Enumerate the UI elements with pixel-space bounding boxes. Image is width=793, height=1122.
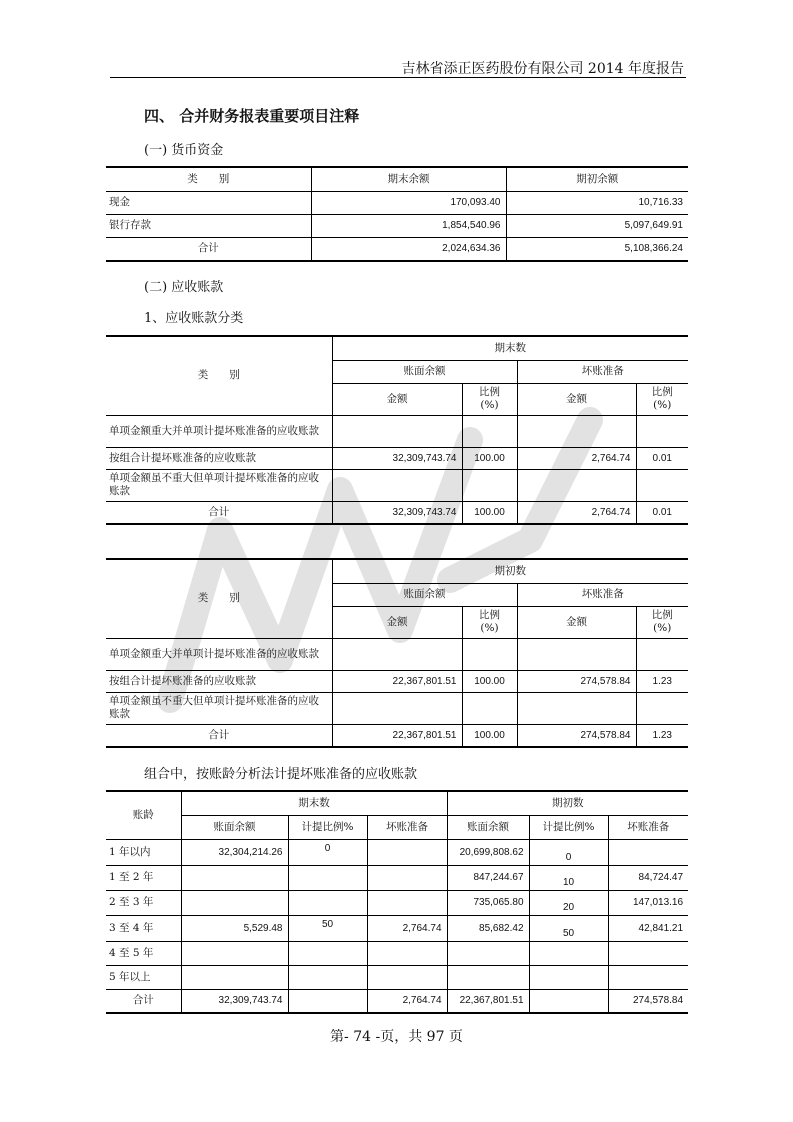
table-row <box>106 670 688 692</box>
cell-value <box>636 415 688 447</box>
cell-value: 100.00 <box>462 670 517 692</box>
cell-value: 50 <box>288 915 367 941</box>
bad-debt-header: 坏账准备 <box>517 583 688 606</box>
cell-value <box>636 638 688 670</box>
table-row <box>106 915 688 941</box>
row-label: 银行存款 <box>106 214 311 237</box>
column-header: 账面余额 <box>447 815 529 839</box>
table-row <box>106 839 688 865</box>
row-label: 单项金额重大并单项计提坏账准备的应收账款 <box>106 415 332 447</box>
cell-value: 170,093.40 <box>311 191 506 214</box>
cell-value: 22,367,801.51 <box>447 989 529 1013</box>
cell-value: 1,854,540.96 <box>311 214 506 237</box>
cell-value <box>462 638 517 670</box>
cash-table <box>106 166 688 262</box>
cell-value <box>636 469 688 501</box>
column-header: 类 别 <box>106 167 311 191</box>
cell-value <box>517 469 636 501</box>
cell-value <box>447 941 529 965</box>
cell-value <box>462 469 517 501</box>
cell-value <box>462 415 517 447</box>
running-header: 吉林省添正医药股份有限公司 2014 年度报告 <box>401 61 684 77</box>
table-header-row <box>106 167 688 191</box>
category-header: 类 别 <box>106 559 332 638</box>
period-header: 期初数 <box>447 791 688 815</box>
cell-value: 10,716.33 <box>506 191 688 214</box>
receivables-heading: (二) 应收账款 <box>144 280 224 295</box>
cell-value <box>608 965 688 989</box>
ratio-header: 比例 (%) <box>636 383 688 415</box>
cell-value <box>288 965 367 989</box>
cell-value: 20 <box>529 890 608 915</box>
category-header: 类 别 <box>106 336 332 415</box>
table-row-total <box>106 237 688 261</box>
row-label: 按组合计提坏账准备的应收账款 <box>106 447 332 469</box>
amount-header: 金额 <box>517 383 636 415</box>
column-header: 期末余额 <box>311 167 506 191</box>
cell-value <box>332 692 462 724</box>
cell-value: 0 <box>529 839 608 865</box>
period-header: 期初数 <box>332 559 688 583</box>
column-header: 计提比例% <box>288 815 367 839</box>
cell-value: 32,309,743.74 <box>181 989 288 1013</box>
cell-value: 84,724.47 <box>608 865 688 890</box>
cell-value: 2,764.74 <box>517 501 636 524</box>
cell-value: 2,024,634.36 <box>311 237 506 261</box>
cell-value <box>367 941 447 965</box>
row-label: 5 年以上 <box>106 965 181 989</box>
cell-value <box>517 692 636 724</box>
table-row <box>106 692 688 724</box>
page-number: 第- 74 -页，共 97 页 <box>330 1029 463 1045</box>
column-header: 期初余额 <box>506 167 688 191</box>
table-row <box>106 890 688 915</box>
cell-value <box>529 965 608 989</box>
cell-value <box>529 989 608 1013</box>
cell-value: 85,682.42 <box>447 915 529 941</box>
row-label: 1 至 2 年 <box>106 865 181 890</box>
cell-value: 2,764.74 <box>367 989 447 1013</box>
cell-value: 735,065.80 <box>447 890 529 915</box>
column-header: 坏账准备 <box>608 815 688 839</box>
cell-value: 0 <box>288 839 367 865</box>
table-row <box>106 469 688 501</box>
ratio-header: 比例 (%) <box>636 606 688 638</box>
cell-value <box>181 965 288 989</box>
period-header: 期末数 <box>181 791 447 815</box>
row-label: 3 至 4 年 <box>106 915 181 941</box>
cell-value: 22,367,801.51 <box>332 724 462 747</box>
cell-value: 10 <box>529 865 608 890</box>
column-header: 坏账准备 <box>367 815 447 839</box>
ratio-header: 比例 (%) <box>462 383 517 415</box>
ratio-header: 比例 (%) <box>462 606 517 638</box>
table-row <box>106 865 688 890</box>
receivables-subheading: 1、应收账款分类 <box>144 311 244 326</box>
row-label: 合计 <box>106 724 332 747</box>
cell-value: 100.00 <box>462 724 517 747</box>
table-row <box>106 191 688 214</box>
receivables-begin-table <box>106 558 688 748</box>
cell-value: 2,764.74 <box>517 447 636 469</box>
aging-table <box>106 790 688 1014</box>
row-label: 合计 <box>106 237 311 261</box>
cell-value: 100.00 <box>462 447 517 469</box>
row-label: 合计 <box>106 501 332 524</box>
cell-value <box>517 638 636 670</box>
cell-value: 5,108,366.24 <box>506 237 688 261</box>
table-row <box>106 941 688 965</box>
row-label: 单项金额虽不重大但单项计提坏账准备的应收账款 <box>106 469 332 501</box>
cell-value <box>447 965 529 989</box>
cell-value: 147,013.16 <box>608 890 688 915</box>
row-label: 按组合计提坏账准备的应收账款 <box>106 670 332 692</box>
amount-header: 金额 <box>517 606 636 638</box>
table-row <box>106 447 688 469</box>
cell-value: 1.23 <box>636 724 688 747</box>
bad-debt-header: 坏账准备 <box>517 360 688 383</box>
table-row-total <box>106 989 688 1013</box>
cell-value: 100.00 <box>462 501 517 524</box>
cell-value <box>462 692 517 724</box>
row-label: 单项金额虽不重大但单项计提坏账准备的应收账款 <box>106 692 332 724</box>
cell-value <box>608 839 688 865</box>
period-header: 期末数 <box>332 336 688 360</box>
table-row <box>106 965 688 989</box>
cell-value <box>367 839 447 865</box>
cell-value: 50 <box>529 915 608 941</box>
cell-value: 22,367,801.51 <box>332 670 462 692</box>
cell-value <box>288 989 367 1013</box>
cell-value <box>636 692 688 724</box>
cash-heading: (一) 货币资金 <box>144 143 224 158</box>
column-header: 计提比例% <box>529 815 608 839</box>
cell-value <box>332 638 462 670</box>
aging-header: 账龄 <box>106 791 181 839</box>
cell-value: 5,097,649.91 <box>506 214 688 237</box>
table-row-total <box>106 724 688 747</box>
cell-value: 274,578.84 <box>517 670 636 692</box>
cell-value <box>288 941 367 965</box>
cell-value: 32,309,743.74 <box>332 501 462 524</box>
cell-value <box>529 941 608 965</box>
table-row-total <box>106 501 688 524</box>
cell-value <box>332 415 462 447</box>
cell-value <box>288 890 367 915</box>
cell-value: 42,841.21 <box>608 915 688 941</box>
cell-value: 847,244.67 <box>447 865 529 890</box>
receivables-end-table <box>106 335 688 525</box>
cell-value <box>181 890 288 915</box>
cell-value: 5,529.48 <box>181 915 288 941</box>
cell-value: 1.23 <box>636 670 688 692</box>
cell-value: 274,578.84 <box>608 989 688 1013</box>
cell-value: 274,578.84 <box>517 724 636 747</box>
book-balance-header: 账面余额 <box>332 583 517 606</box>
cell-value <box>608 941 688 965</box>
cell-value: 32,304,214.26 <box>181 839 288 865</box>
row-label: 1 年以内 <box>106 839 181 865</box>
row-label: 现金 <box>106 191 311 214</box>
cell-value <box>288 865 367 890</box>
cell-value: 0.01 <box>636 447 688 469</box>
table-row <box>106 638 688 670</box>
cell-value <box>517 415 636 447</box>
row-label: 合计 <box>106 989 181 1013</box>
cell-value: 20,699,808.62 <box>447 839 529 865</box>
aging-heading: 组合中，按账龄分析法计提坏账准备的应收账款 <box>144 767 418 782</box>
book-balance-header: 账面余额 <box>332 360 517 383</box>
cell-value <box>367 890 447 915</box>
cell-value: 0.01 <box>636 501 688 524</box>
table-row <box>106 415 688 447</box>
section-title: 四、 合并财务报表重要项目注释 <box>144 107 360 125</box>
cell-value: 2,764.74 <box>367 915 447 941</box>
cell-value <box>367 965 447 989</box>
cell-value <box>181 941 288 965</box>
row-label: 4 至 5 年 <box>106 941 181 965</box>
row-label: 单项金额重大并单项计提坏账准备的应收账款 <box>106 638 332 670</box>
table-row <box>106 214 688 237</box>
amount-header: 金额 <box>332 383 462 415</box>
header-rule <box>110 77 686 78</box>
column-header: 账面余额 <box>181 815 288 839</box>
row-label: 2 至 3 年 <box>106 890 181 915</box>
cell-value <box>332 469 462 501</box>
cell-value: 32,309,743.74 <box>332 447 462 469</box>
cell-value <box>181 865 288 890</box>
amount-header: 金额 <box>332 606 462 638</box>
cell-value <box>367 865 447 890</box>
